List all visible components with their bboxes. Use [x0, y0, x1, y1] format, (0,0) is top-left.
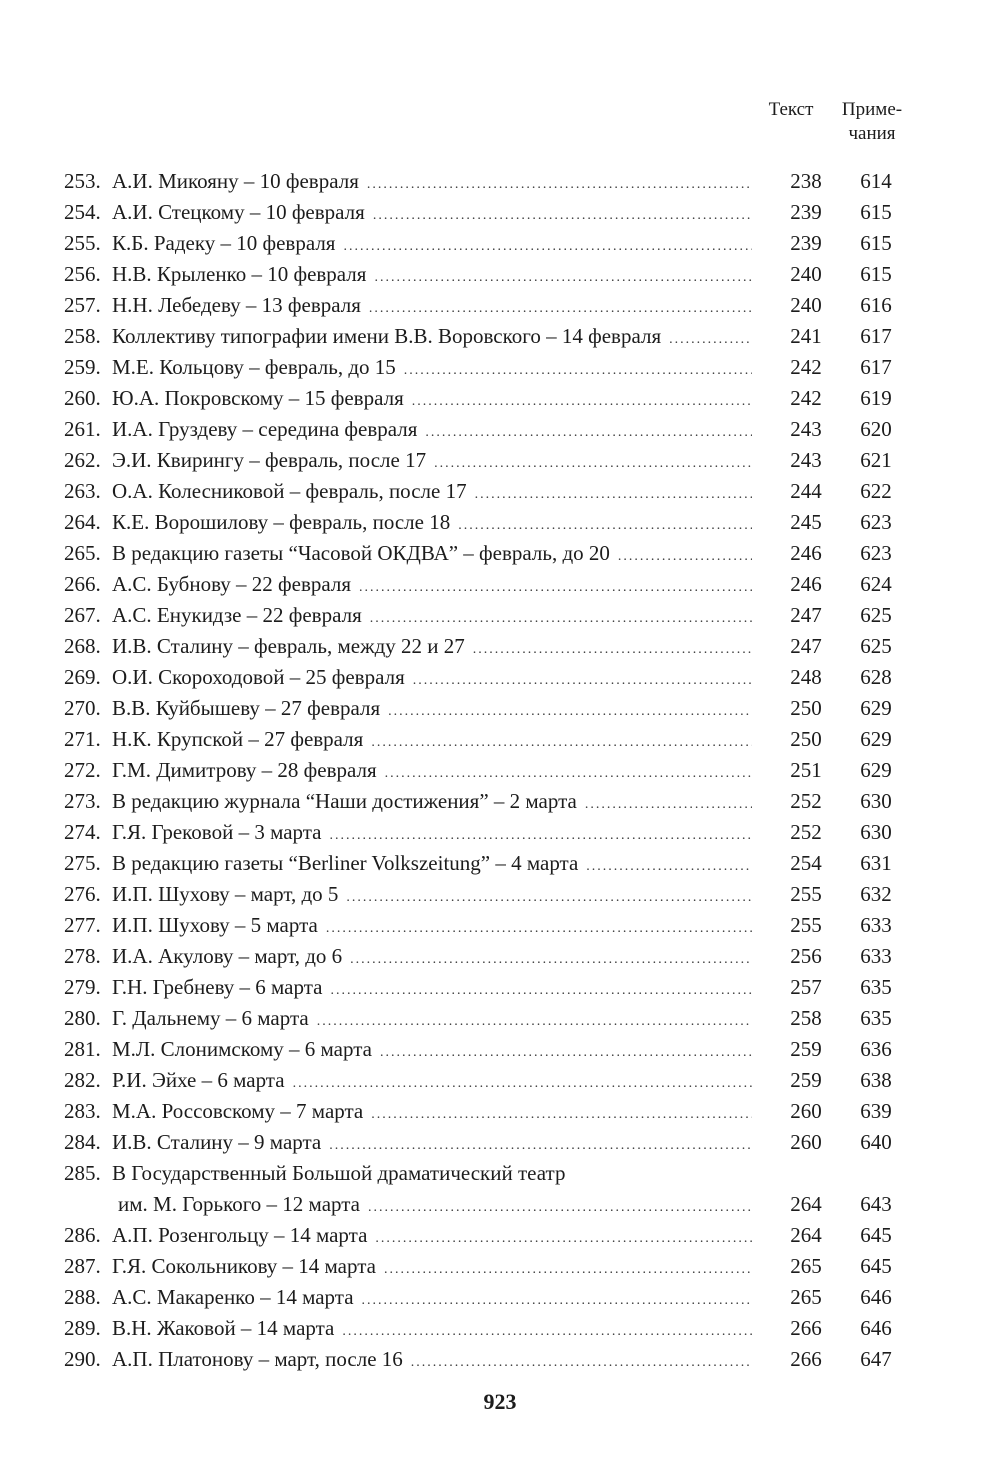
entry-title-line [112, 259, 752, 293]
entry-title-line [112, 662, 752, 696]
notes-page-number: 624 [860, 572, 892, 596]
notes-page-number: 616 [860, 293, 892, 317]
text-page-number: 265 [790, 1254, 822, 1278]
entry-title-line [112, 1158, 752, 1189]
notes-page-number: 645 [860, 1254, 892, 1278]
notes-page-number: 646 [860, 1285, 892, 1309]
text-page-number: 264 [790, 1223, 822, 1247]
entry-number: 264. [64, 510, 101, 534]
entry-title-line [112, 507, 752, 541]
dot-leader [330, 820, 752, 851]
entry-title-line [112, 724, 752, 758]
entry-number: 266. [64, 572, 101, 596]
entry-title: И.П. Шухову – 5 марта [112, 913, 318, 937]
entry-number: 282. [64, 1068, 101, 1092]
dot-leader [371, 1099, 752, 1130]
toc-entry [0, 1127, 1000, 1158]
dot-leader [371, 727, 752, 758]
entry-title-line [112, 848, 752, 882]
notes-page-number: 615 [860, 231, 892, 255]
notes-page-number: 629 [860, 727, 892, 751]
notes-page-number: 638 [860, 1068, 892, 1092]
toc-entry [0, 1220, 1000, 1251]
entry-title: В редакцию газеты “Berliner Volkszeitung” – 4 марта [112, 851, 579, 875]
entry-title-line [112, 1220, 752, 1254]
dot-leader [370, 603, 752, 634]
entry-title: А.П. Платонову – март, после 16 [112, 1347, 403, 1371]
entry-number: 281. [64, 1037, 101, 1061]
notes-page-number: 615 [860, 200, 892, 224]
entry-number: 277. [64, 913, 101, 937]
notes-page-number: 630 [860, 789, 892, 813]
dot-leader [388, 696, 752, 727]
text-page-number: 238 [790, 169, 822, 193]
entry-title: Коллективу типографии имени В.В. Воровского – 14 февраля [112, 324, 662, 348]
entry-title: Г. Дальнему – 6 марта [112, 1006, 309, 1030]
text-page-number: 266 [790, 1347, 822, 1371]
toc-entry [0, 197, 1000, 228]
text-page-number: 246 [790, 572, 822, 596]
entry-title: Г.Я. Грековой – 3 марта [112, 820, 322, 844]
text-page-number: 240 [790, 293, 822, 317]
text-page-number: 239 [790, 231, 822, 255]
entry-title-line [112, 1065, 752, 1099]
dot-leader [369, 293, 752, 324]
notes-page-number: 643 [860, 1192, 892, 1216]
notes-page-number: 633 [860, 944, 892, 968]
text-page-number: 239 [790, 200, 822, 224]
text-page-number: 240 [790, 262, 822, 286]
text-page-number: 255 [790, 882, 822, 906]
dot-leader [618, 541, 752, 572]
toc-entry [0, 507, 1000, 538]
entry-number: 285. [64, 1161, 101, 1185]
notes-page-number: 628 [860, 665, 892, 689]
toc-entry [0, 1034, 1000, 1065]
notes-page-number: 625 [860, 634, 892, 658]
notes-page-number: 620 [860, 417, 892, 441]
text-page-number: 260 [790, 1099, 822, 1123]
entry-title-line [112, 1251, 752, 1285]
text-page-number: 259 [790, 1068, 822, 1092]
dot-leader [346, 882, 752, 913]
entry-number: 274. [64, 820, 101, 844]
entry-title-line [112, 786, 752, 820]
text-page-number: 252 [790, 789, 822, 813]
entry-title: И.П. Шухову – март, до 5 [112, 882, 339, 906]
entry-number: 253. [64, 169, 101, 193]
text-page-number: 250 [790, 696, 822, 720]
dot-leader [404, 355, 752, 386]
text-page-number: 250 [790, 727, 822, 751]
toc-entry [0, 1344, 1000, 1375]
entry-number: 261. [64, 417, 101, 441]
dot-leader [329, 1130, 752, 1161]
entry-number: 289. [64, 1316, 101, 1340]
text-page-number: 260 [790, 1130, 822, 1154]
entry-title: О.А. Колесниковой – февраль, после 17 [112, 479, 467, 503]
entry-title: И.А. Акулову – март, до 6 [112, 944, 343, 968]
entry-number: 257. [64, 293, 101, 317]
notes-page-number: 623 [860, 510, 892, 534]
notes-page-number: 647 [860, 1347, 892, 1371]
entry-title-line [112, 1282, 752, 1316]
entry-title: О.И. Скороходовой – 25 февраля [112, 665, 405, 689]
entry-number: 255. [64, 231, 101, 255]
entry-number: 267. [64, 603, 101, 627]
entry-title: И.В. Сталину – 9 марта [112, 1130, 322, 1154]
entry-title-line [112, 290, 752, 324]
entry-title: В редакцию газеты “Часовой ОКДВА” – февраль, до 20 [112, 541, 610, 565]
dot-leader [475, 479, 752, 510]
page-number: 923 [483, 1389, 517, 1414]
entry-title: М.А. Россовскому – 7 марта [112, 1099, 364, 1123]
dot-leader [384, 1254, 752, 1285]
toc-entry [0, 848, 1000, 879]
entry-title-line [112, 1344, 752, 1378]
text-page-number: 247 [790, 603, 822, 627]
toc-entry [0, 1065, 1000, 1096]
text-page-number: 243 [790, 417, 822, 441]
notes-column-header-line2: чания [848, 123, 896, 144]
entry-number: 271. [64, 727, 101, 751]
toc-entry [0, 910, 1000, 941]
entry-number: 265. [64, 541, 101, 565]
entry-title-line [112, 817, 752, 851]
toc-entry [0, 786, 1000, 817]
dot-leader [330, 975, 752, 1006]
notes-page-number: 633 [860, 913, 892, 937]
entry-number: 254. [64, 200, 101, 224]
toc-entry [0, 1003, 1000, 1034]
toc-entry [0, 290, 1000, 321]
entry-number: 284. [64, 1130, 101, 1154]
entry-number: 269. [64, 665, 101, 689]
toc-entry [0, 631, 1000, 662]
entry-title: В Государственный Большой драматический театр [112, 1161, 566, 1185]
toc-entry [0, 352, 1000, 383]
entry-title-line [112, 1003, 752, 1037]
entry-number: 263. [64, 479, 101, 503]
toc-entry [0, 166, 1000, 197]
dot-leader [425, 417, 752, 448]
dot-leader [373, 200, 752, 231]
toc-entry [0, 755, 1000, 786]
text-column-header: Текст [768, 99, 814, 120]
toc-entry [0, 1096, 1000, 1127]
entry-number: 268. [64, 634, 101, 658]
notes-page-number: 635 [860, 1006, 892, 1030]
entry-title: Н.В. Крыленко – 10 февраля [112, 262, 367, 286]
entry-title-line [112, 166, 752, 200]
notes-page-number: 630 [860, 820, 892, 844]
notes-page-number: 640 [860, 1130, 892, 1154]
text-page-number: 265 [790, 1285, 822, 1309]
entry-title: Ю.А. Покровскому – 15 февраля [112, 386, 404, 410]
text-page-number: 244 [790, 479, 822, 503]
entry-title-line [112, 352, 752, 386]
toc-entry [0, 321, 1000, 352]
dot-leader [385, 758, 752, 789]
toc-list [0, 166, 1000, 1375]
text-page-number: 251 [790, 758, 822, 782]
toc-entry [0, 1251, 1000, 1282]
text-page-number: 245 [790, 510, 822, 534]
dot-leader [374, 262, 752, 293]
dot-leader [350, 944, 752, 975]
notes-page-number: 623 [860, 541, 892, 565]
entry-title: М.Л. Слонимскому – 6 марта [112, 1037, 372, 1061]
toc-entry [0, 662, 1000, 693]
text-page-number: 255 [790, 913, 822, 937]
entry-title-line [112, 631, 752, 665]
entry-title: В.Н. Жаковой – 14 марта [112, 1316, 335, 1340]
entry-number: 273. [64, 789, 101, 813]
text-page-number: 243 [790, 448, 822, 472]
entry-title-line [112, 941, 752, 975]
entry-title: А.И. Стецкому – 10 февраля [112, 200, 365, 224]
toc-entry [0, 383, 1000, 414]
entry-number: 286. [64, 1223, 101, 1247]
notes-page-number: 629 [860, 758, 892, 782]
notes-page-number: 631 [860, 851, 892, 875]
entry-number: 256. [64, 262, 101, 286]
toc-entry [0, 445, 1000, 476]
entry-title: Н.Н. Лебедеву – 13 февраля [112, 293, 361, 317]
text-page-number: 266 [790, 1316, 822, 1340]
entry-number: 279. [64, 975, 101, 999]
dot-leader [586, 851, 752, 882]
entry-title: Э.И. Квирингу – февраль, после 17 [112, 448, 427, 472]
dot-leader [380, 1037, 752, 1068]
entry-title-line [112, 228, 752, 262]
entry-number: 259. [64, 355, 101, 379]
dot-leader [413, 665, 752, 696]
entry-title-line [112, 321, 752, 355]
notes-page-number: 621 [860, 448, 892, 472]
toc-entry [0, 259, 1000, 290]
toc-entry [0, 1158, 1000, 1220]
dot-leader [411, 1347, 752, 1378]
notes-page-number: 617 [860, 324, 892, 348]
entry-number: 270. [64, 696, 101, 720]
entry-number: 287. [64, 1254, 101, 1278]
entry-number: 283. [64, 1099, 101, 1123]
text-page-number: 242 [790, 355, 822, 379]
entry-title: И.А. Груздеву – середина февраля [112, 417, 418, 441]
toc-entry [0, 600, 1000, 631]
text-page-number: 257 [790, 975, 822, 999]
entry-title: Г.Н. Гребневу – 6 марта [112, 975, 323, 999]
toc-entry [0, 724, 1000, 755]
notes-column-header-line1: Приме- [841, 99, 903, 120]
text-page-number: 242 [790, 386, 822, 410]
dot-leader [368, 1192, 752, 1223]
notes-page-number: 645 [860, 1223, 892, 1247]
entry-title: Г.Я. Сокольникову – 14 марта [112, 1254, 376, 1278]
entry-title-line [112, 476, 752, 510]
entry-title: В.В. Куйбышеву – 27 февраля [112, 696, 381, 720]
entry-title-line [112, 414, 752, 448]
entry-title-line [118, 1189, 752, 1223]
notes-page-number: 614 [860, 169, 892, 193]
entry-number: 275. [64, 851, 101, 875]
toc-entry [0, 817, 1000, 848]
entry-title: А.С. Енукидзе – 22 февраля [112, 603, 362, 627]
toc-entry [0, 569, 1000, 600]
text-page-number: 248 [790, 665, 822, 689]
dot-leader [585, 789, 752, 820]
entry-title-line [112, 1127, 752, 1161]
entry-title-line [112, 569, 752, 603]
entry-title-line [112, 755, 752, 789]
entry-title-line [112, 600, 752, 634]
text-page-number: 254 [790, 851, 822, 875]
entry-title: М.Е. Кольцову – февраль, до 15 [112, 355, 396, 379]
entry-number: 258. [64, 324, 101, 348]
notes-page-number: 619 [860, 386, 892, 410]
entry-title: А.С. Макаренко – 14 марта [112, 1285, 354, 1309]
notes-page-number: 635 [860, 975, 892, 999]
notes-page-number: 646 [860, 1316, 892, 1340]
dot-leader [434, 448, 752, 479]
entry-title: А.С. Бубнову – 22 февраля [112, 572, 352, 596]
text-page-number: 241 [790, 324, 822, 348]
text-page-number: 258 [790, 1006, 822, 1030]
dot-leader [669, 324, 752, 355]
dot-leader [343, 231, 752, 262]
dot-leader [473, 634, 752, 665]
entry-title-continuation: им. М. Горького – 12 марта [118, 1192, 360, 1216]
dot-leader [367, 169, 752, 200]
notes-column-header [832, 98, 912, 146]
entry-number: 276. [64, 882, 101, 906]
notes-page-number: 622 [860, 479, 892, 503]
entry-title-line [112, 445, 752, 479]
entry-title: Г.М. Димитрову – 28 февраля [112, 758, 377, 782]
dot-leader [458, 510, 752, 541]
notes-page-number: 625 [860, 603, 892, 627]
entry-number: 272. [64, 758, 101, 782]
entry-title-line [112, 693, 752, 727]
text-page-number: 264 [790, 1192, 822, 1216]
entry-number: 260. [64, 386, 101, 410]
entry-title: Н.К. Крупской – 27 февраля [112, 727, 364, 751]
dot-leader [375, 1223, 752, 1254]
entry-title-line [112, 879, 752, 913]
entry-number: 290. [64, 1347, 101, 1371]
toc-entry [0, 228, 1000, 259]
dot-leader [362, 1285, 752, 1316]
dot-leader [317, 1006, 752, 1037]
entry-number: 280. [64, 1006, 101, 1030]
entry-title: А.И. Микояну – 10 февраля [112, 169, 359, 193]
toc-entry [0, 1313, 1000, 1344]
entry-number: 288. [64, 1285, 101, 1309]
dot-leader [359, 572, 752, 603]
toc-entry [0, 538, 1000, 569]
notes-page-number: 639 [860, 1099, 892, 1123]
entry-title-line [112, 910, 752, 944]
toc-entry [0, 941, 1000, 972]
toc-entry [0, 414, 1000, 445]
text-page-number: 256 [790, 944, 822, 968]
dot-leader [293, 1068, 752, 1099]
toc-entry [0, 879, 1000, 910]
toc-entry [0, 476, 1000, 507]
entry-title: К.Е. Ворошилову – февраль, после 18 [112, 510, 451, 534]
entry-title: Р.И. Эйхе – 6 марта [112, 1068, 285, 1092]
text-page-number: 252 [790, 820, 822, 844]
toc-entry [0, 1282, 1000, 1313]
notes-page-number: 636 [860, 1037, 892, 1061]
dot-leader [342, 1316, 752, 1347]
entry-title-line [112, 197, 752, 231]
toc-entry [0, 972, 1000, 1003]
entry-title-line [112, 1096, 752, 1130]
notes-page-number: 617 [860, 355, 892, 379]
text-page-number: 247 [790, 634, 822, 658]
toc-entry [0, 693, 1000, 724]
notes-page-number: 632 [860, 882, 892, 906]
entry-number: 278. [64, 944, 101, 968]
entry-title-line [112, 383, 752, 417]
entry-title-line [112, 972, 752, 1006]
dot-leader [412, 386, 752, 417]
entry-title: В редакцию журнала “Наши достижения” – 2 марта [112, 789, 577, 813]
entry-title-line [112, 1313, 752, 1347]
entry-title: И.В. Сталину – февраль, между 22 и 27 [112, 634, 465, 658]
entry-title-line [112, 538, 752, 572]
entry-number: 262. [64, 448, 101, 472]
notes-page-number: 629 [860, 696, 892, 720]
entry-title: А.П. Розенгольцу – 14 марта [112, 1223, 368, 1247]
notes-page-number: 615 [860, 262, 892, 286]
text-page-number: 259 [790, 1037, 822, 1061]
dot-leader [326, 913, 752, 944]
entry-title: К.Б. Радеку – 10 февраля [112, 231, 336, 255]
entry-title-line [112, 1034, 752, 1068]
text-page-number: 246 [790, 541, 822, 565]
